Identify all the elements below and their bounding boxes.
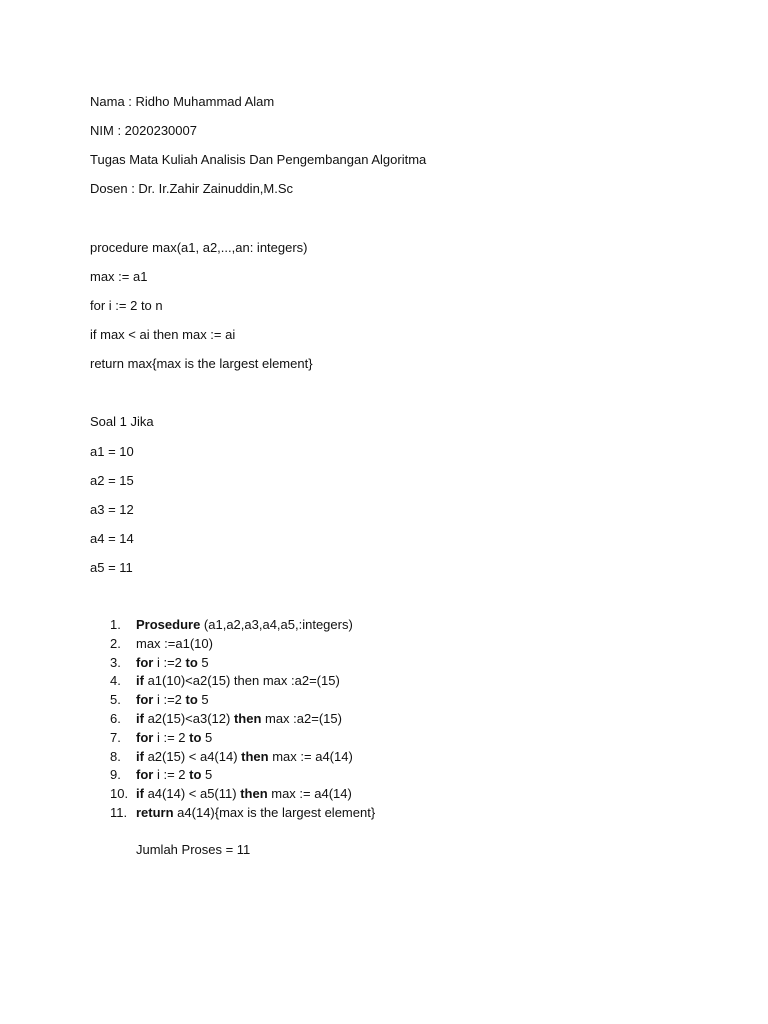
steps-list — [110, 617, 375, 824]
step-number: 11. — [110, 804, 128, 820]
course-title: Tugas Mata Kuliah Analisis Dan Pengembangan Algoritma — [90, 152, 427, 167]
step-number: 6. — [110, 710, 121, 726]
step-item — [110, 636, 375, 655]
step-item — [110, 749, 375, 768]
step-number: 7. — [110, 729, 121, 745]
step-keyword: if — [136, 748, 144, 764]
step-keyword: to — [189, 767, 202, 783]
total-process: Jumlah Proses = 11 — [136, 842, 251, 857]
step-keyword: to — [185, 692, 198, 708]
step-keyword: for — [136, 654, 154, 670]
step-text: max := a4(14) — [267, 786, 352, 802]
step-text: i :=2 — [153, 654, 186, 670]
step-text: a2(15)<a3(12) — [143, 710, 234, 726]
step-item — [110, 673, 375, 692]
step-keyword: if — [136, 786, 144, 802]
step-item — [110, 767, 375, 786]
step-text: a2(15) < a4(14) — [143, 748, 242, 764]
step-keyword: if — [136, 710, 144, 726]
step-text: (a1,a2,a3,a4,a5,:integers) — [200, 617, 353, 632]
step-keyword: to — [185, 654, 198, 670]
step-item — [110, 655, 375, 674]
step-keyword: for — [136, 692, 154, 708]
step-keyword: for — [136, 729, 154, 745]
algo-line-1: procedure max(a1, a2,...,an: integers) — [90, 240, 308, 255]
step-item — [110, 692, 375, 711]
student-nim: NIM : 2020230007 — [90, 123, 197, 138]
step-text: max :a2=(15) — [261, 710, 342, 726]
step-number: 9. — [110, 767, 121, 783]
value-a1: a1 = 10 — [90, 444, 134, 459]
value-a3: a3 = 12 — [90, 502, 134, 517]
step-item — [110, 617, 375, 636]
step-number: 4. — [110, 673, 121, 689]
step-number: 10. — [110, 786, 129, 802]
soal-title: Soal 1 Jika — [90, 414, 154, 429]
step-item — [110, 805, 375, 824]
value-a4: a4 = 14 — [90, 531, 134, 546]
step-item — [110, 730, 375, 749]
step-text: i := 2 — [153, 767, 190, 783]
value-a2: a2 = 15 — [90, 473, 134, 488]
algo-line-5: return max{max is the largest element} — [90, 356, 313, 371]
step-item — [110, 786, 375, 805]
step-text: 5 — [201, 767, 213, 783]
step-text: 5 — [201, 729, 213, 745]
step-number: 8. — [110, 748, 121, 764]
algo-line-4: if max < ai then max := ai — [90, 327, 236, 342]
step-keyword: Prosedure — [136, 617, 201, 632]
step-keyword: then — [233, 710, 262, 726]
step-number: 5. — [110, 692, 121, 708]
step-keyword: for — [136, 767, 154, 783]
student-name: Nama : Ridho Muhammad Alam — [90, 94, 275, 109]
step-number: 2. — [110, 635, 121, 651]
step-keyword: then — [240, 786, 268, 802]
step-text: a4(14){max is the largest element} — [173, 804, 376, 820]
algo-line-3: for i := 2 to n — [90, 298, 163, 313]
lecturer: Dosen : Dr. Ir.Zahir Zainuddin,M.Sc — [90, 181, 294, 196]
step-text: i :=2 — [153, 692, 186, 708]
value-a5: a5 = 11 — [90, 560, 133, 575]
step-number: 1. — [110, 617, 121, 632]
step-keyword: return — [136, 804, 174, 820]
step-text: max :=a1(10) — [136, 635, 213, 651]
algo-line-2: max := a1 — [90, 269, 148, 284]
step-keyword: if — [136, 673, 144, 689]
step-keyword: then — [241, 748, 269, 764]
step-keyword: to — [189, 729, 202, 745]
step-text: i := 2 — [153, 729, 190, 745]
step-text: a4(14) < a5(11) — [143, 786, 241, 802]
step-number: 3. — [110, 654, 121, 670]
step-item — [110, 711, 375, 730]
step-text: 5 — [197, 692, 209, 708]
step-text: 5 — [197, 654, 209, 670]
step-text: a1(10)<a2(15) then max :a2=(15) — [143, 673, 340, 689]
step-text: max := a4(14) — [268, 748, 353, 764]
